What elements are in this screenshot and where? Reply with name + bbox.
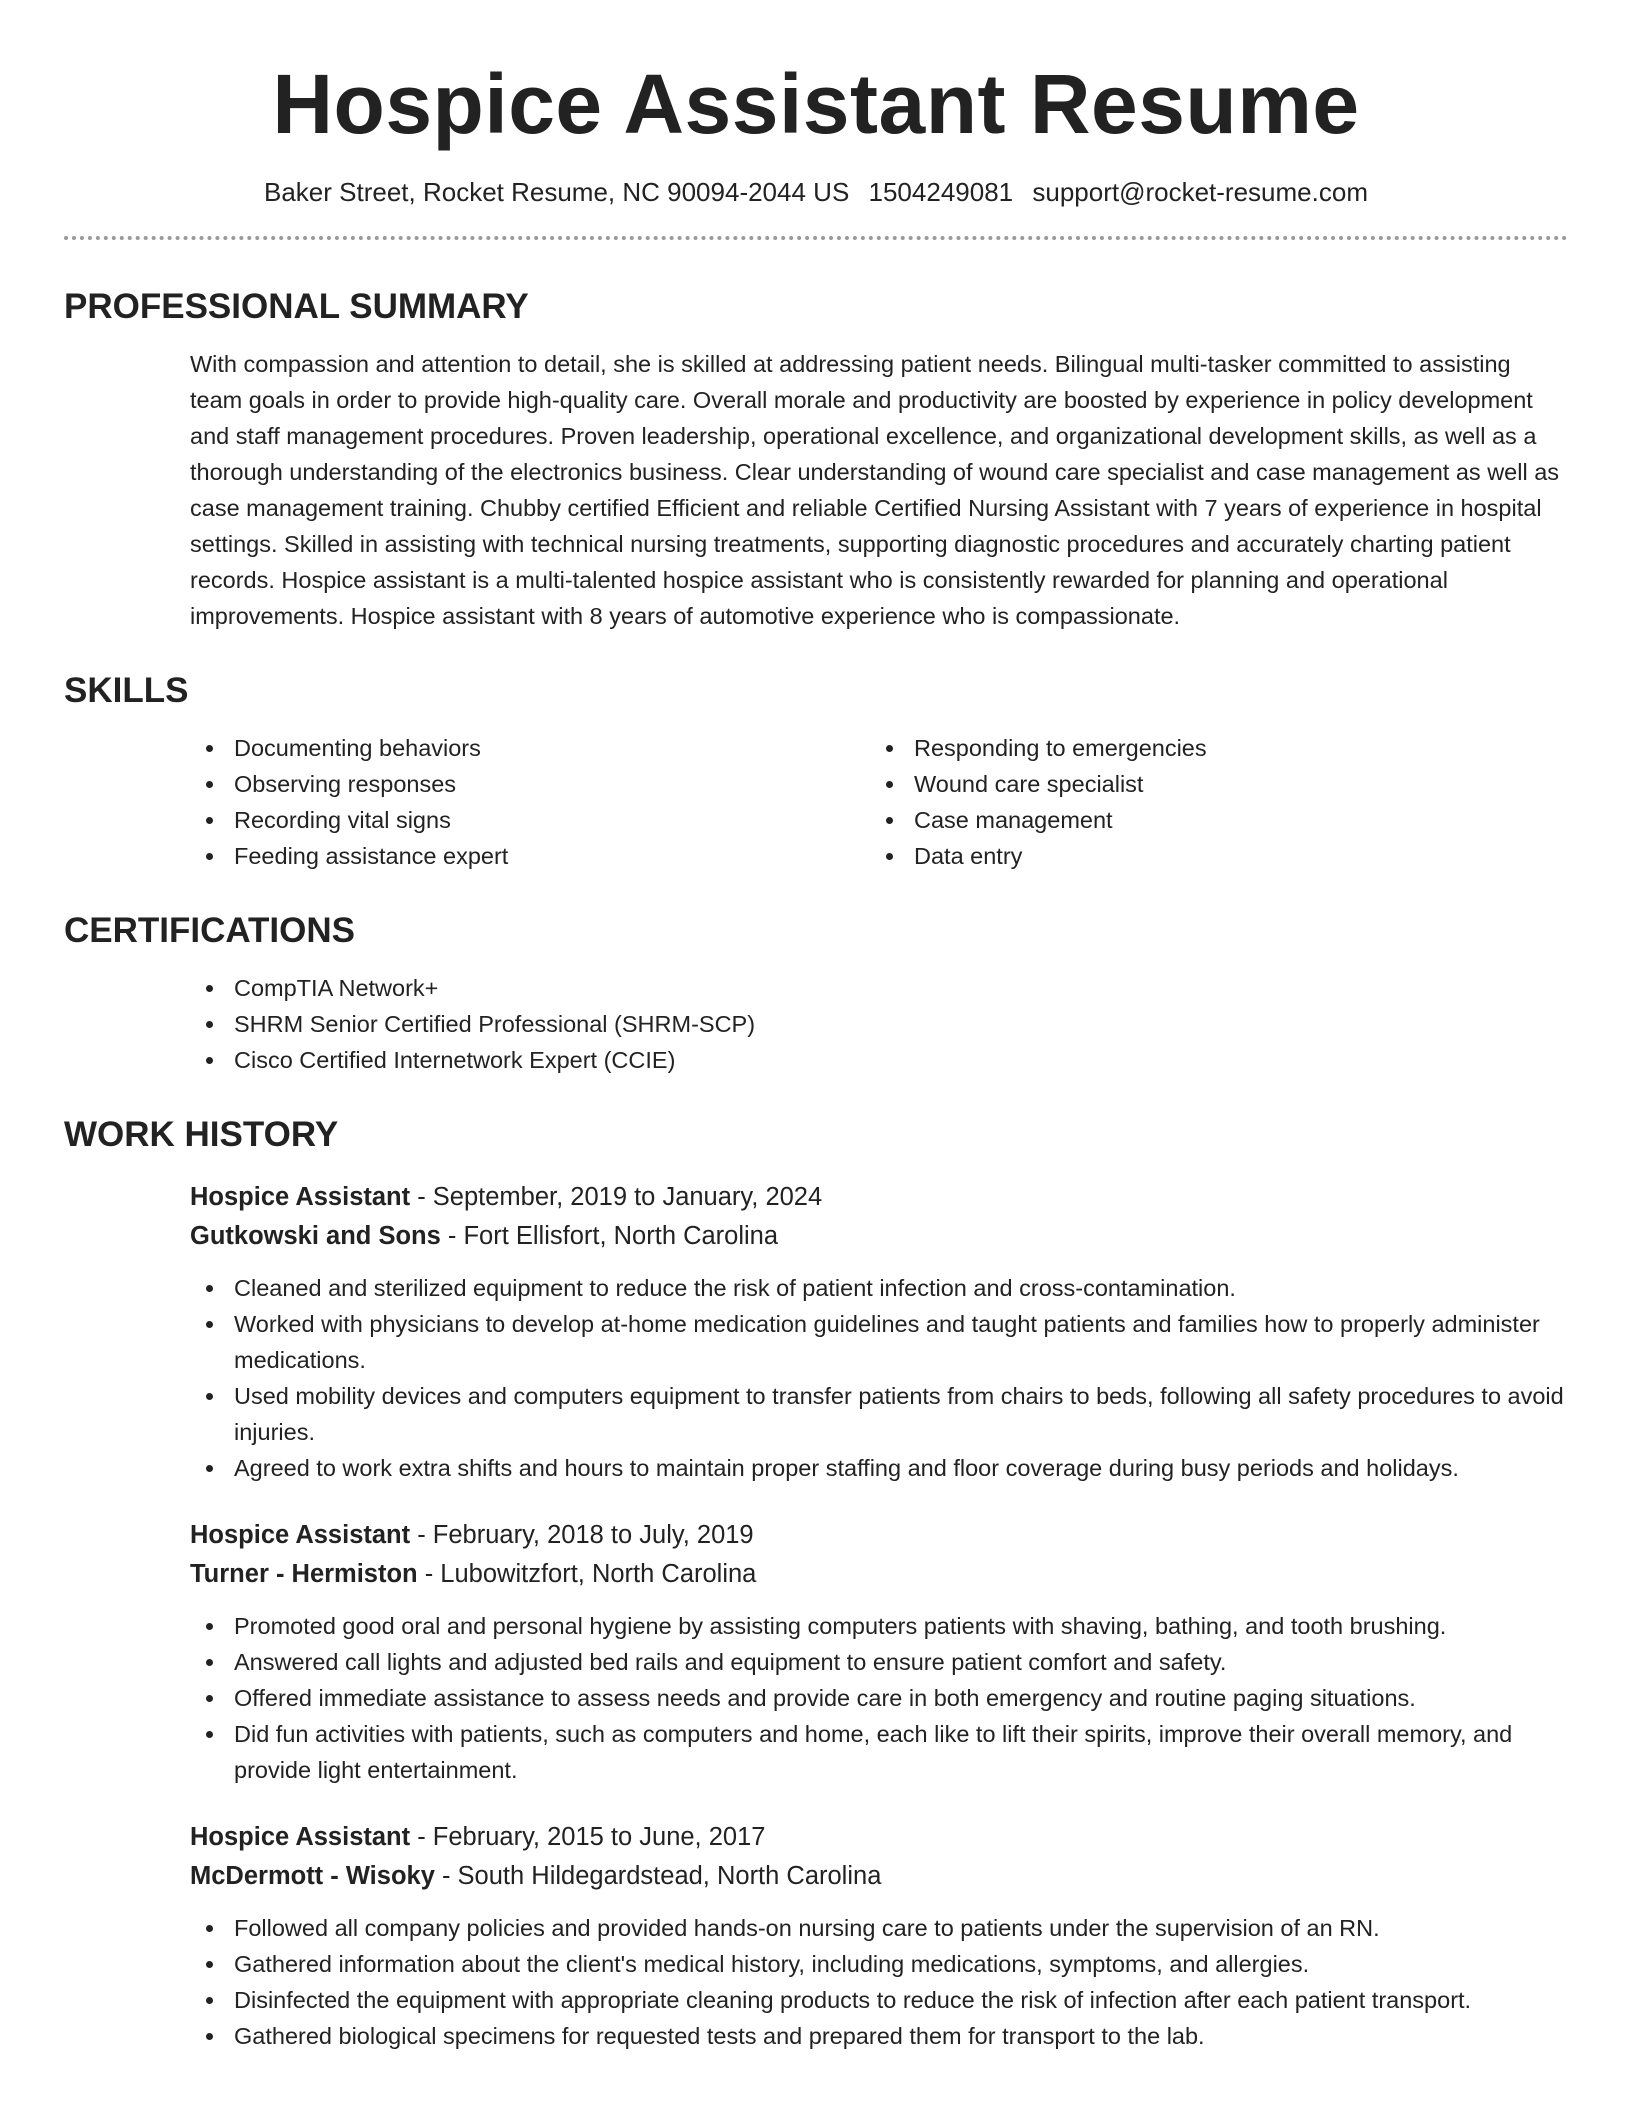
job-title-line — [190, 1516, 1568, 1555]
certifications-list — [64, 970, 1568, 1078]
resume-title: Hospice Assistant Resume — [272, 57, 1360, 151]
contact-address: Baker Street, Rocket Resume, NC 90094-2044 US — [264, 176, 850, 207]
duty-item: Gathered information about the client's medical history, including medications, symptoms, and allergies. — [190, 1946, 1568, 1982]
job-duties — [190, 1910, 1568, 2054]
job-dates: - February, 2015 to June, 2017 — [410, 1822, 766, 1851]
skill-item: Wound care specialist — [870, 766, 1550, 802]
job-location: - Lubowitzfort, North Carolina — [417, 1559, 757, 1588]
skills-column-left — [190, 730, 870, 874]
skills-column-right — [870, 730, 1550, 874]
job-company-line — [190, 1555, 1568, 1594]
job-entry — [64, 1178, 1568, 1486]
contact-line — [64, 177, 1568, 208]
job-duties — [190, 1608, 1568, 1788]
job-entry — [64, 1516, 1568, 1788]
skill-item: Observing responses — [190, 766, 870, 802]
contact-phone: 1504249081 — [868, 176, 1014, 207]
duty-item: Cleaned and sterilized equipment to reduce the risk of patient infection and cross-contamination. — [190, 1270, 1568, 1306]
summary-text: With compassion and attention to detail, she is skilled at addressing patient needs. Bilingual multi-tasker committed to assisting team goals in order to provide high-quality care. Overall morale and productivity are boosted by experience in policy development and staff management procedures. Proven leadership, operational excellence, and organizational development skills, as well as a thorough understanding of the electronics business. Clear understanding of wound care specialist and case management as well as case management training. Chubby certified Efficient and reliable Certified Nursing Assistant with 7 years of experience in hospital settings. Skilled in assisting with technical nursing treatments, supporting diagnostic procedures and accurately charting patient records. Hospice assistant is a multi-talented hospice assistant who is consistently rewarded for planning and operational improvements. Hospice assistant with 8 years of automotive experience who is compassionate. — [190, 350, 1560, 629]
job-dates: - February, 2018 to July, 2019 — [410, 1520, 754, 1549]
certification-item: CompTIA Network+ — [190, 970, 1568, 1006]
job-title: Hospice Assistant — [190, 1520, 411, 1549]
duty-item: Used mobility devices and computers equipment to transfer patients from chairs to beds, following all safety procedures to avoid injuries. — [190, 1378, 1568, 1450]
duty-item: Followed all company policies and provided hands-on nursing care to patients under the supervision of an RN. — [190, 1910, 1568, 1946]
work-history-heading: WORK HISTORY — [64, 1114, 339, 1154]
certifications-heading: CERTIFICATIONS — [64, 910, 356, 950]
job-company: Turner - Hermiston — [190, 1559, 418, 1588]
job-title: Hospice Assistant — [190, 1822, 411, 1851]
job-location: - South Hildegardstead, North Carolina — [434, 1861, 882, 1890]
job-entry — [64, 1818, 1568, 2054]
skill-item: Recording vital signs — [190, 802, 870, 838]
duty-item: Worked with physicians to develop at-home medication guidelines and taught patients and families how to properly administer medications. — [190, 1306, 1568, 1378]
certification-item: Cisco Certified Internetwork Expert (CCIE) — [190, 1042, 1568, 1078]
skills-heading: SKILLS — [64, 670, 189, 710]
job-title: Hospice Assistant — [190, 1182, 411, 1211]
skill-item: Case management — [870, 802, 1550, 838]
duty-item: Offered immediate assistance to assess needs and provide care in both emergency and routine paging situations. — [190, 1680, 1568, 1716]
summary-heading: PROFESSIONAL SUMMARY — [64, 286, 529, 326]
job-title-line — [190, 1818, 1568, 1857]
duty-item: Disinfected the equipment with appropriate cleaning products to reduce the risk of infection after each patient transport. — [190, 1982, 1568, 2018]
job-location: - Fort Ellisfort, North Carolina — [440, 1221, 779, 1250]
contact-email: support@rocket-resume.com — [1032, 176, 1368, 207]
job-duties — [190, 1270, 1568, 1486]
job-company: McDermott - Wisoky — [190, 1861, 435, 1890]
duty-item: Promoted good oral and personal hygiene by assisting computers patients with shaving, bathing, and tooth brushing. — [190, 1608, 1568, 1644]
skill-item: Documenting behaviors — [190, 730, 870, 766]
job-company-line — [190, 1217, 1568, 1256]
skill-item: Data entry — [870, 838, 1550, 874]
duty-item: Answered call lights and adjusted bed rails and equipment to ensure patient comfort and safety. — [190, 1644, 1568, 1680]
duty-item: Did fun activities with patients, such as computers and home, each like to lift their spirits, improve their overall memory, and provide light entertainment. — [190, 1716, 1568, 1788]
skills-list — [64, 730, 1568, 874]
job-company-line — [190, 1857, 1568, 1896]
job-title-line — [190, 1178, 1568, 1217]
skill-item: Feeding assistance expert — [190, 838, 870, 874]
job-dates: - September, 2019 to January, 2024 — [410, 1182, 823, 1211]
skill-item: Responding to emergencies — [870, 730, 1550, 766]
certification-item: SHRM Senior Certified Professional (SHRM-SCP) — [190, 1006, 1568, 1042]
duty-item: Gathered biological specimens for requested tests and prepared them for transport to the lab. — [190, 2018, 1568, 2054]
job-company: Gutkowski and Sons — [190, 1221, 441, 1250]
header-divider — [64, 236, 1568, 240]
duty-item: Agreed to work extra shifts and hours to maintain proper staffing and floor coverage during busy periods and holidays. — [190, 1450, 1568, 1486]
